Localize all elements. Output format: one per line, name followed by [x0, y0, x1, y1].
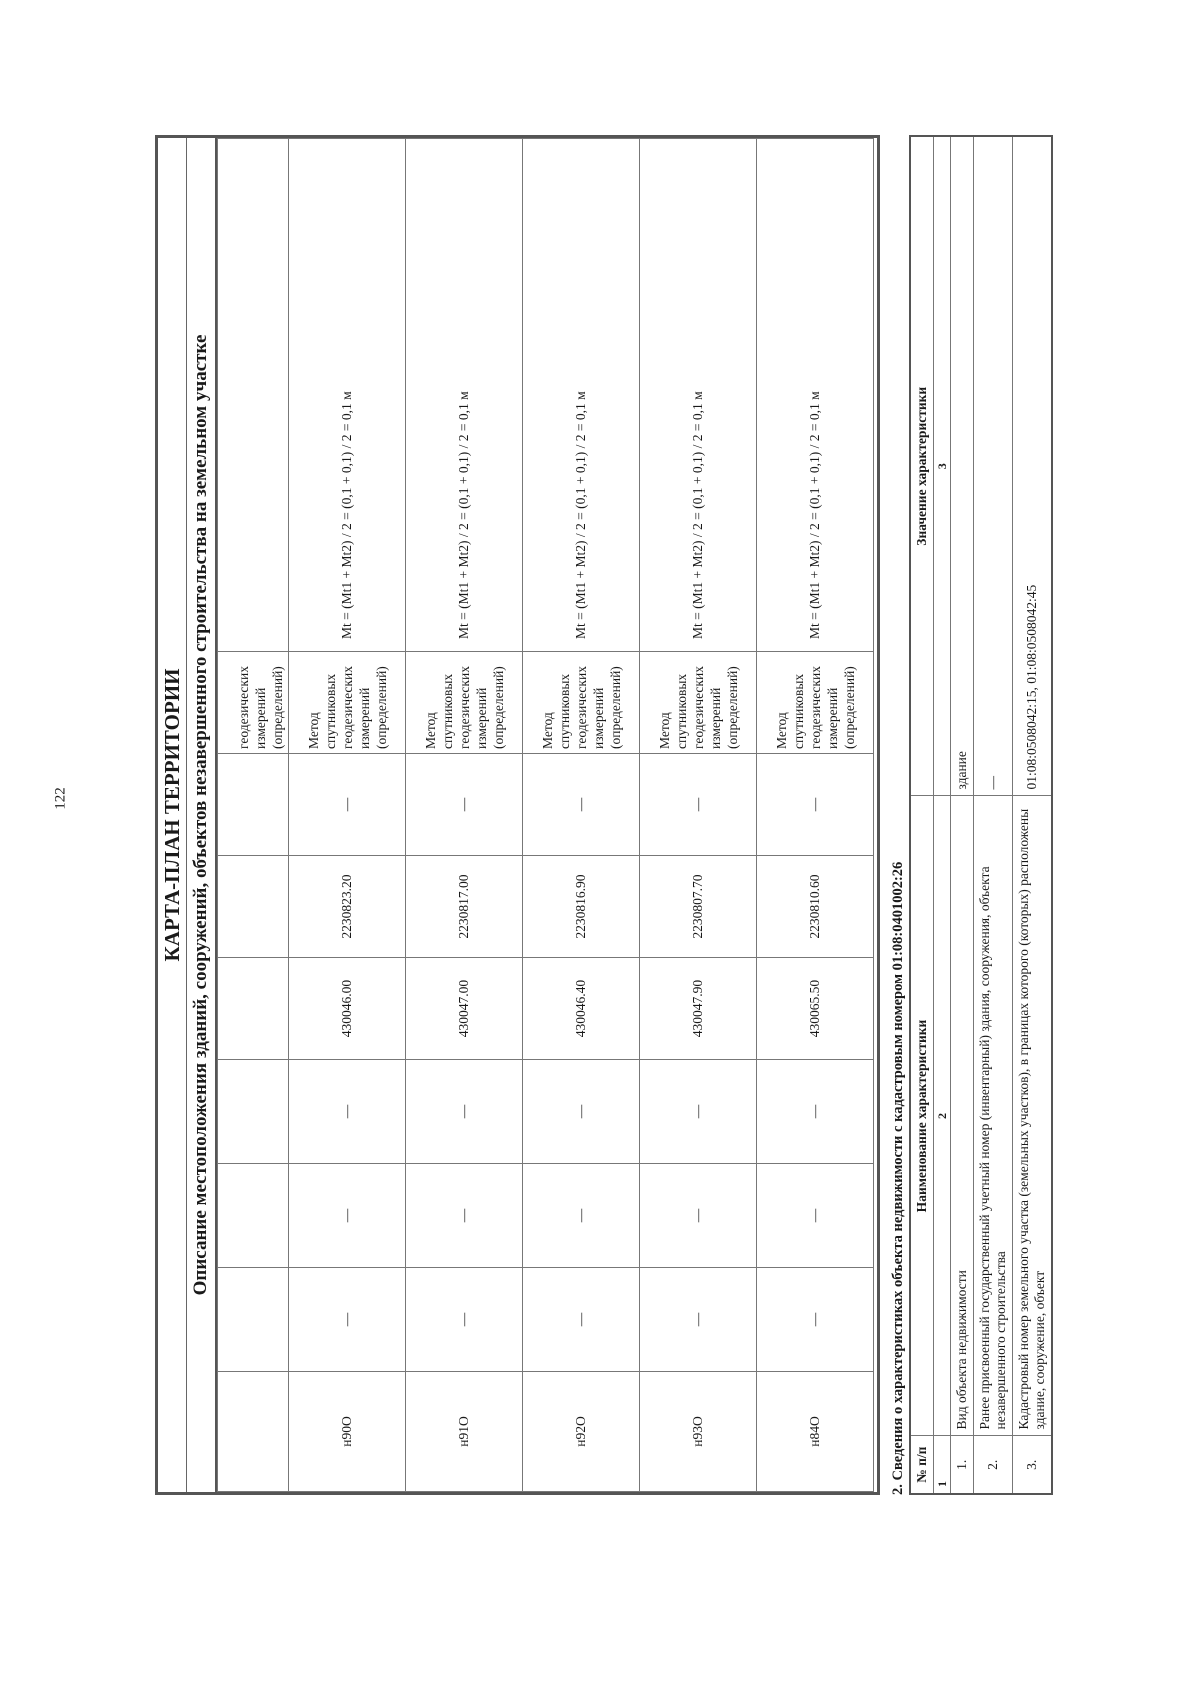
accuracy-formula: Mt = (Mt1 + Mt2) / 2 = (0,1 + 0,1) / 2 = 0,1 м — [640, 139, 757, 652]
characteristic-value: 01:08:0508042:15, 01:08:0508042:45 — [1013, 136, 1053, 796]
empty-value: — — [406, 754, 523, 856]
characteristic-name: Кадастровый номер земельного участка (земельных участков), в границах которого (которых) расположены здание, сооружение, объект — [1013, 796, 1053, 1436]
table-row — [1013, 136, 1053, 1494]
table-row — [640, 139, 757, 1492]
table-row-continuation — [218, 139, 289, 1492]
col-number: 2 — [934, 796, 951, 1436]
method-cell: Метод спутниковых геодезических измерений (определений) — [640, 652, 757, 754]
empty-value: — — [523, 754, 640, 856]
coord-x: 430046.00 — [289, 958, 406, 1060]
page-title: КАРТА-ПЛАН ТЕРРИТОРИИ — [158, 138, 187, 1492]
coord-y: 2230823.20 — [289, 856, 406, 958]
characteristics-section — [883, 135, 1053, 1495]
header-no: № п/п — [910, 1436, 934, 1494]
column-numbers-row — [934, 136, 951, 1494]
method-cell: Метод спутниковых геодезических измерений (определений) — [757, 652, 874, 754]
method-cell: Метод спутниковых геодезических измерений (определений) — [406, 652, 523, 754]
accuracy-formula: Mt = (Mt1 + Mt2) / 2 = (0,1 + 0,1) / 2 = 0,1 м — [523, 139, 640, 652]
empty-value: — — [523, 1164, 640, 1268]
table-row — [974, 136, 1013, 1494]
characteristics-table — [909, 135, 1053, 1495]
characteristic-value: — — [974, 136, 1013, 796]
section-subtitle: Описание местоположения зданий, сооружений, объектов незавершенного строительства на земельном участке — [187, 138, 217, 1492]
empty-value: — — [757, 754, 874, 856]
accuracy-formula: Mt = (Mt1 + Mt2) / 2 = (0,1 + 0,1) / 2 = 0,1 м — [757, 139, 874, 652]
table-row — [951, 136, 974, 1494]
empty-value: — — [406, 1060, 523, 1164]
empty-value: — — [406, 1164, 523, 1268]
header-value: Значение характеристики — [910, 136, 934, 796]
page-number: 122 — [52, 787, 69, 810]
empty-value: — — [757, 1164, 874, 1268]
header-name: Наименование характеристики — [910, 796, 934, 1436]
row-number: 3. — [1013, 1436, 1053, 1494]
coordinates-table — [217, 138, 874, 1492]
empty-value: — — [757, 1268, 874, 1372]
row-number: 1. — [951, 1436, 974, 1494]
characteristic-value: здание — [951, 136, 974, 796]
coord-x: 430047.00 — [406, 958, 523, 1060]
col-number: 1 — [934, 1436, 951, 1494]
col-number: 3 — [934, 136, 951, 796]
coord-y: 2230810.60 — [757, 856, 874, 958]
empty-value: — — [523, 1060, 640, 1164]
empty-value: — — [757, 1060, 874, 1164]
empty-value: — — [523, 1268, 640, 1372]
table-row — [523, 139, 640, 1492]
accuracy-formula: Mt = (Mt1 + Mt2) / 2 = (0,1 + 0,1) / 2 = 0,1 м — [289, 139, 406, 652]
point-name: н84О — [757, 1372, 874, 1492]
empty-value: — — [289, 754, 406, 856]
accuracy-formula: Mt = (Mt1 + Mt2) / 2 = (0,1 + 0,1) / 2 = 0,1 м — [406, 139, 523, 652]
empty-value: — — [406, 1268, 523, 1372]
empty-value: — — [640, 1164, 757, 1268]
rotated-sheet — [155, 135, 1065, 1495]
empty-value: — — [289, 1164, 406, 1268]
empty-value: — — [640, 1060, 757, 1164]
table-row — [406, 139, 523, 1492]
table-row — [289, 139, 406, 1492]
coord-y: 2230807.70 — [640, 856, 757, 958]
empty-value: — — [289, 1268, 406, 1372]
empty-value: — — [640, 754, 757, 856]
method-cell: Метод спутниковых геодезических измерений (определений) — [523, 652, 640, 754]
method-cell: Метод спутниковых геодезических измерений (определений) — [289, 652, 406, 754]
coord-x: 430065.50 — [757, 958, 874, 1060]
characteristic-name: Вид объекта недвижимости — [951, 796, 974, 1436]
table-row — [757, 139, 874, 1492]
method-cell: геодезических измерений (определений) — [218, 652, 289, 754]
characteristic-name: Ранее присвоенный государственный учетный номер (инвентарный) здания, сооружения, объекта незавершенного строительства — [974, 796, 1013, 1436]
coord-x: 430046.40 — [523, 958, 640, 1060]
coord-y: 2230817.00 — [406, 856, 523, 958]
coord-y: 2230816.90 — [523, 856, 640, 958]
point-name: н92О — [523, 1372, 640, 1492]
map-plan-frame — [155, 135, 880, 1495]
point-name: н93О — [640, 1372, 757, 1492]
empty-value: — — [640, 1268, 757, 1372]
row-number: 2. — [974, 1436, 1013, 1494]
empty-value: — — [289, 1060, 406, 1164]
point-name: н91О — [406, 1372, 523, 1492]
table-header — [910, 136, 934, 1494]
section-heading: 2. Сведения о характеристиках объекта недвижимости с кадастровым номером 01:08:0401002:26 — [890, 861, 906, 1495]
coord-x: 430047.90 — [640, 958, 757, 1060]
point-name: н90О — [289, 1372, 406, 1492]
